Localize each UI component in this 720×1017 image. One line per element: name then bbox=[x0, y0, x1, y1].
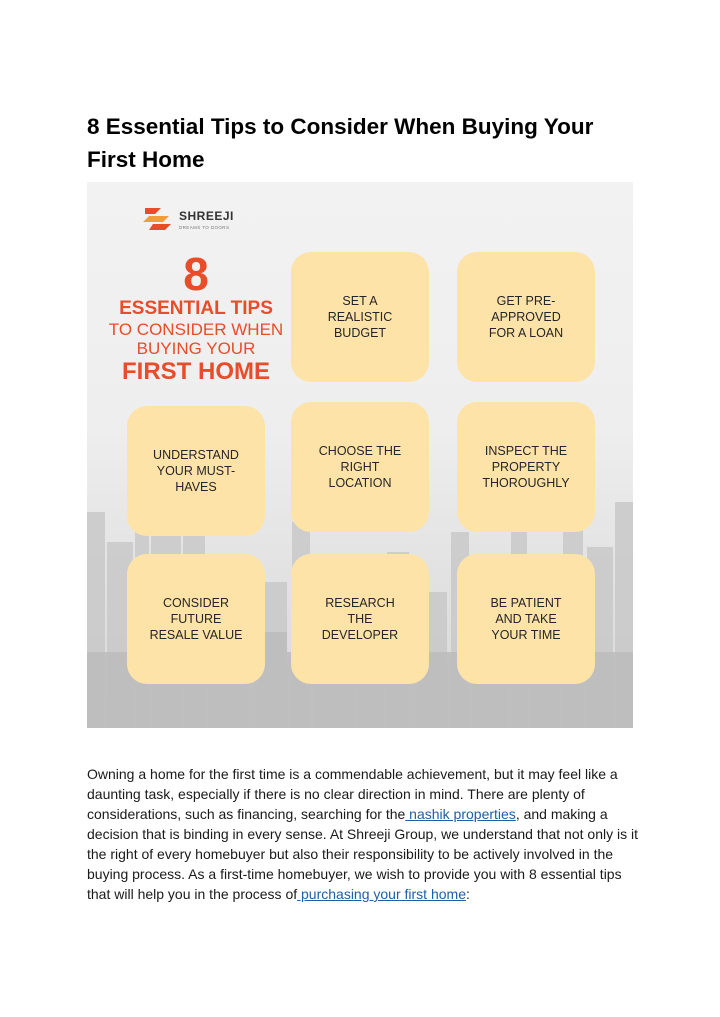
tip-card bbox=[457, 252, 595, 382]
tip-text: INSPECT THE PROPERTY THOROUGHLY bbox=[482, 444, 570, 490]
tip-text: UNDERSTAND YOUR MUST-HAVES bbox=[153, 448, 239, 494]
tips-infographic bbox=[87, 182, 633, 728]
tip-text: SET A REALISTIC BUDGET bbox=[327, 294, 393, 340]
logo-tagline: DREAMS TO DOORS bbox=[179, 225, 230, 230]
tip-text: BE PATIENT AND TAKE YOUR TIME bbox=[490, 596, 562, 642]
tip-card bbox=[291, 554, 429, 684]
headline-line-1: ESSENTIAL TIPS bbox=[119, 298, 273, 319]
tip-card bbox=[291, 402, 429, 532]
tip-text: RESEARCH THE DEVELOPER bbox=[321, 596, 399, 642]
tip-card bbox=[127, 406, 265, 536]
tip-card bbox=[291, 252, 429, 382]
headline-number: 8 bbox=[183, 248, 209, 300]
paragraph-text: Owning a home for the first time is a commendable achievement, but it may feel like a daunting task, especially if there is no clear direction in mind. There are plenty of considerations, such as financing, searching for the bbox=[87, 766, 618, 822]
paragraph-text: , and making a decision that is binding in every sense. At Shreeji Group, we understand that not only is it the right of every homebuyer but also their responsibility to be actively involved in the buying process. As a first-time homebuyer, we wish to provide you with 8 essential tips that will help you in the process of bbox=[87, 806, 638, 902]
headline-line-4: FIRST HOME bbox=[122, 358, 270, 385]
tip-text: CONSIDER FUTURE RESALE VALUE bbox=[149, 596, 243, 642]
intro-paragraph bbox=[87, 764, 647, 904]
nashik-properties-link[interactable]: nashik properties bbox=[405, 806, 516, 822]
tip-text: CHOOSE THE RIGHT LOCATION bbox=[318, 444, 402, 490]
tip-card bbox=[457, 554, 595, 684]
headline-line-2: TO CONSIDER WHEN bbox=[108, 320, 284, 339]
logo-name: SHREEJI bbox=[179, 209, 234, 223]
paragraph-text: : bbox=[465, 886, 470, 902]
shreeji-logo-icon bbox=[141, 204, 175, 234]
purchasing-first-home-link[interactable]: purchasing your first home bbox=[297, 886, 466, 902]
tip-card bbox=[457, 402, 595, 532]
tip-text: GET PRE-APPROVED FOR A LOAN bbox=[488, 294, 564, 340]
page-title: 8 Essential Tips to Consider When Buying Your First Home bbox=[87, 114, 594, 172]
tip-card bbox=[127, 554, 265, 684]
headline-line-3: BUYING YOUR bbox=[136, 339, 256, 358]
